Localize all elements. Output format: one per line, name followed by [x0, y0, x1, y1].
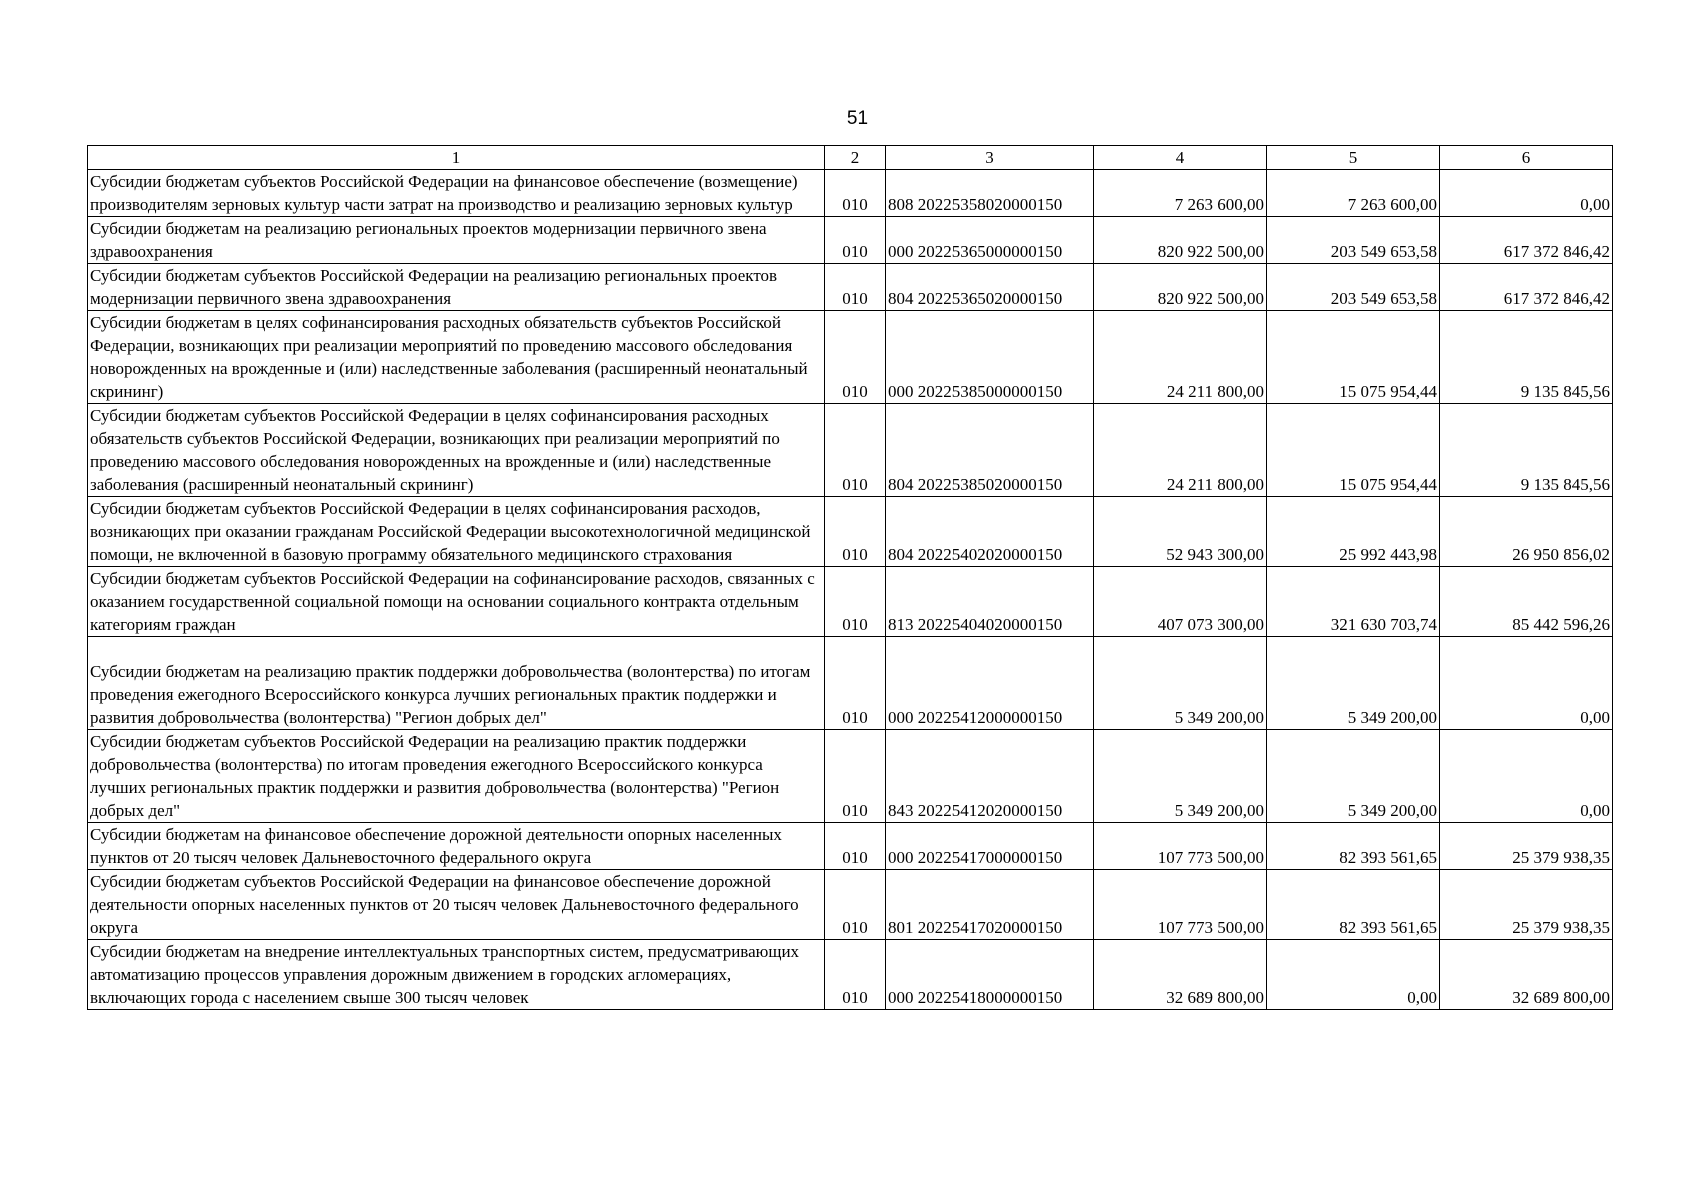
- row-approved-amount: 24 211 800,00: [1094, 311, 1267, 404]
- row-line-code: 010: [825, 730, 886, 823]
- row-description: Субсидии бюджетам субъектов Российской Федерации на финансовое обеспечение (возмещение) производителям зерновых культур части затрат на производство и реализацию зерновых культур: [88, 170, 825, 217]
- row-approved-amount: 107 773 500,00: [1094, 823, 1267, 870]
- column-header-5: 5: [1267, 146, 1440, 170]
- row-approved-amount: 407 073 300,00: [1094, 567, 1267, 637]
- row-approved-amount: 820 922 500,00: [1094, 264, 1267, 311]
- row-description: Субсидии бюджетам на внедрение интеллектуальных транспортных систем, предусматривающих автоматизацию процессов управления дорожным движением в городских агломерациях, включающих города с населением свыше 300 тысяч человек: [88, 940, 825, 1010]
- row-budget-code: 813 20225404020000150: [886, 567, 1094, 637]
- row-executed-amount: 82 393 561,65: [1267, 870, 1440, 940]
- column-header-2: 2: [825, 146, 886, 170]
- row-budget-code: 000 20225385000000150: [886, 311, 1094, 404]
- row-unexecuted-amount: 9 135 845,56: [1440, 311, 1613, 404]
- table-row: [88, 217, 1613, 264]
- column-header-1: 1: [88, 146, 825, 170]
- row-line-code: 010: [825, 637, 886, 730]
- row-unexecuted-amount: 32 689 800,00: [1440, 940, 1613, 1010]
- row-unexecuted-amount: 0,00: [1440, 170, 1613, 217]
- column-header-4: 4: [1094, 146, 1267, 170]
- row-executed-amount: 5 349 200,00: [1267, 730, 1440, 823]
- row-budget-code: 000 20225412000000150: [886, 637, 1094, 730]
- row-unexecuted-amount: 0,00: [1440, 637, 1613, 730]
- row-executed-amount: 203 549 653,58: [1267, 217, 1440, 264]
- table-row: [88, 823, 1613, 870]
- table-row: [88, 497, 1613, 567]
- row-line-code: 010: [825, 870, 886, 940]
- row-line-code: 010: [825, 567, 886, 637]
- row-line-code: 010: [825, 264, 886, 311]
- row-budget-code: 000 20225418000000150: [886, 940, 1094, 1010]
- row-executed-amount: 15 075 954,44: [1267, 311, 1440, 404]
- row-approved-amount: 32 689 800,00: [1094, 940, 1267, 1010]
- row-unexecuted-amount: 85 442 596,26: [1440, 567, 1613, 637]
- row-executed-amount: 0,00: [1267, 940, 1440, 1010]
- row-description: Субсидии бюджетам на реализацию региональных проектов модернизации первичного звена здравоохранения: [88, 217, 825, 264]
- row-line-code: 010: [825, 170, 886, 217]
- row-approved-amount: 107 773 500,00: [1094, 870, 1267, 940]
- table-row: [88, 637, 1613, 730]
- row-line-code: 010: [825, 217, 886, 264]
- row-line-code: 010: [825, 497, 886, 567]
- row-unexecuted-amount: 617 372 846,42: [1440, 264, 1613, 311]
- row-budget-code: 808 20225358020000150: [886, 170, 1094, 217]
- row-description: Субсидии бюджетам субъектов Российской Федерации в целях софинансирования расходов, возникающих при оказании гражданам Российской Федерации высокотехнологичной медицинской помощи, не включенной в базовую программу обязательного медицинского страхования: [88, 497, 825, 567]
- row-description: Субсидии бюджетам субъектов Российской Федерации на реализацию региональных проектов модернизации первичного звена здравоохранения: [88, 264, 825, 311]
- table-row: [88, 264, 1613, 311]
- row-executed-amount: 7 263 600,00: [1267, 170, 1440, 217]
- row-executed-amount: 15 075 954,44: [1267, 404, 1440, 497]
- row-unexecuted-amount: 617 372 846,42: [1440, 217, 1613, 264]
- row-approved-amount: 820 922 500,00: [1094, 217, 1267, 264]
- blank-line-spacer: [90, 637, 822, 660]
- table-row: [88, 730, 1613, 823]
- header-row: [88, 146, 1613, 170]
- row-line-code: 010: [825, 823, 886, 870]
- row-unexecuted-amount: 0,00: [1440, 730, 1613, 823]
- row-budget-code: 000 20225417000000150: [886, 823, 1094, 870]
- row-unexecuted-amount: 9 135 845,56: [1440, 404, 1613, 497]
- row-description: Субсидии бюджетам субъектов Российской Федерации на финансовое обеспечение дорожной деятельности опорных населенных пунктов от 20 тысяч человек Дальневосточного федерального округа: [88, 870, 825, 940]
- row-budget-code: 804 20225365020000150: [886, 264, 1094, 311]
- row-executed-amount: 203 549 653,58: [1267, 264, 1440, 311]
- column-header-3: 3: [886, 146, 1094, 170]
- row-description: Субсидии бюджетам на финансовое обеспечение дорожной деятельности опорных населенных пунктов от 20 тысяч человек Дальневосточного федерального округа: [88, 823, 825, 870]
- row-line-code: 010: [825, 940, 886, 1010]
- row-unexecuted-amount: 25 379 938,35: [1440, 823, 1613, 870]
- row-description: [88, 637, 825, 730]
- budget-execution-table: [87, 145, 1613, 1010]
- row-description: Субсидии бюджетам субъектов Российской Федерации в целях софинансирования расходных обязательств субъектов Российской Федерации, возникающих при реализации мероприятий по проведению массового обследования новорожденных на врожденные и (или) наследственные заболевания (расширенный неонатальный скрининг): [88, 404, 825, 497]
- table-row: [88, 170, 1613, 217]
- page-number: 51: [846, 108, 869, 129]
- row-approved-amount: 24 211 800,00: [1094, 404, 1267, 497]
- row-approved-amount: 5 349 200,00: [1094, 637, 1267, 730]
- row-budget-code: 801 20225417020000150: [886, 870, 1094, 940]
- table-body: [88, 170, 1613, 1010]
- row-unexecuted-amount: 25 379 938,35: [1440, 870, 1613, 940]
- row-budget-code: 804 20225402020000150: [886, 497, 1094, 567]
- table-row: [88, 567, 1613, 637]
- row-executed-amount: 321 630 703,74: [1267, 567, 1440, 637]
- table-row: [88, 870, 1613, 940]
- row-description: Субсидии бюджетам в целях софинансирования расходных обязательств субъектов Российской Федерации, возникающих при реализации мероприятий по проведению массового обследования новорожденных на врожденные и (или) наследственные заболевания (расширенный неонатальный скрининг): [88, 311, 825, 404]
- table-row: [88, 311, 1613, 404]
- row-approved-amount: 52 943 300,00: [1094, 497, 1267, 567]
- row-line-code: 010: [825, 404, 886, 497]
- table-row: [88, 404, 1613, 497]
- row-budget-code: 000 20225365000000150: [886, 217, 1094, 264]
- row-description: Субсидии бюджетам субъектов Российской Федерации на реализацию практик поддержки добровольчества (волонтерства) по итогам проведения ежегодного Всероссийского конкурса лучших региональных практик поддержки и развития добровольчества (волонтерства) "Регион добрых дел": [88, 730, 825, 823]
- row-unexecuted-amount: 26 950 856,02: [1440, 497, 1613, 567]
- row-description-text: Субсидии бюджетам на реализацию практик поддержки добровольчества (волонтерства) по итогам проведения ежегодного Всероссийского конкурса лучших региональных практик поддержки и развития добровольчества (волонтерства) "Регион добрых дел": [90, 662, 811, 727]
- row-executed-amount: 25 992 443,98: [1267, 497, 1440, 567]
- table-row: [88, 940, 1613, 1010]
- row-description: Субсидии бюджетам субъектов Российской Федерации на софинансирование расходов, связанных с оказанием государственной социальной помощи на основании социального контракта отдельным категориям граждан: [88, 567, 825, 637]
- row-approved-amount: 7 263 600,00: [1094, 170, 1267, 217]
- row-budget-code: 804 20225385020000150: [886, 404, 1094, 497]
- row-line-code: 010: [825, 311, 886, 404]
- row-executed-amount: 5 349 200,00: [1267, 637, 1440, 730]
- row-approved-amount: 5 349 200,00: [1094, 730, 1267, 823]
- row-budget-code: 843 20225412020000150: [886, 730, 1094, 823]
- row-executed-amount: 82 393 561,65: [1267, 823, 1440, 870]
- column-header-6: 6: [1440, 146, 1613, 170]
